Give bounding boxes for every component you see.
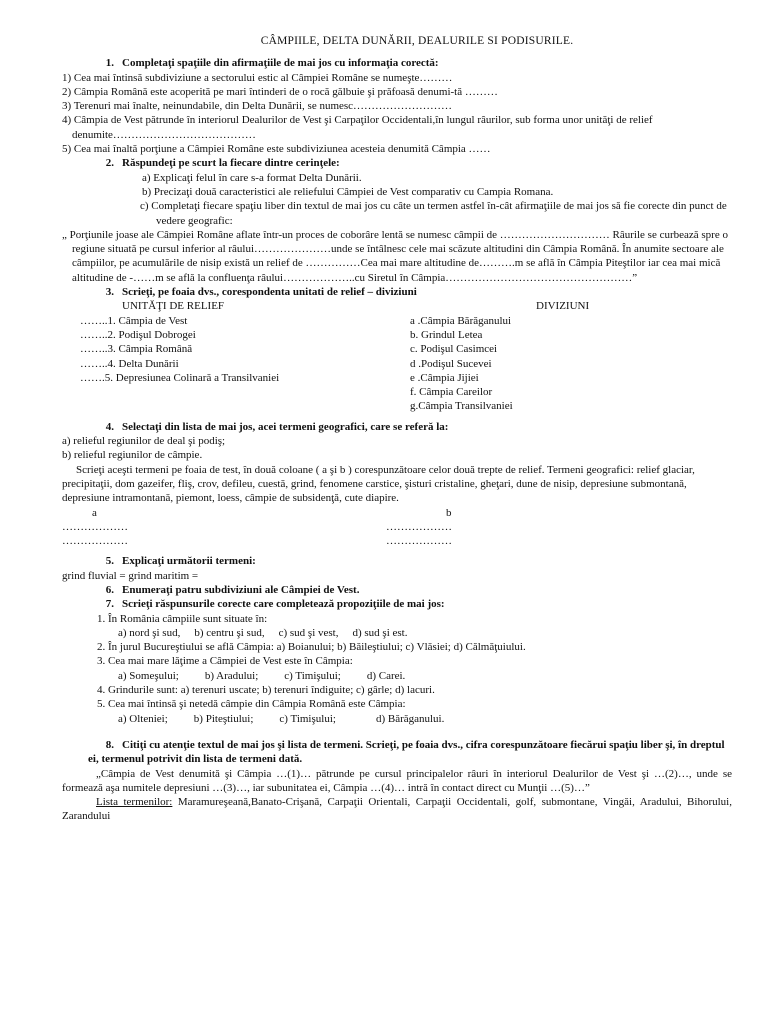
list-item: 4) Câmpia de Vest pătrunde în interiorul Dealurilor de Vest şi Carpaţilor Occidentali,în lungul râurilor, sub forma unor unităţi de relief denumite………………………………… (62, 114, 653, 141)
fill-in-paragraph: „Câmpia de Vest denumită şi Câmpia …(1)… pătrunde pe cursul principalelor râuri în interiorul Dealurilor de Vest şi …(2)…, unde se formează aşa numitele depresiuni …(3)…, iar subunitatea ei, Câmpia …(4)… intră în contact direct cu Munţii …(5)…” (62, 767, 732, 794)
column-b-label: b (446, 506, 452, 519)
matching-table-header (62, 299, 732, 313)
section-heading-text: Citiţi cu atenţie textul de mai jos şi lista de termeni. Scrieţi, pe foaia dvs., cifra corespunzătoare fiecărui spaţiu liber şi, în dreptul ei, termenul potrivit din lista de termeni dată. (88, 738, 725, 766)
section-heading-text: Selectaţi din lista de mai jos, acei termeni geografici, care se referă la: (122, 420, 449, 433)
option: d) Carei. (366, 669, 406, 682)
unit-cell (62, 399, 410, 413)
section-3-heading (62, 285, 732, 299)
section-number: 6. (105, 583, 114, 596)
list-item: 5) Cea mai înaltă porţiune a Câmpiei Române este subdiviziunea acesteia denumită Câmpia …… (62, 143, 491, 156)
option: c) sud şi vest, (278, 626, 339, 639)
answer-row (62, 520, 732, 534)
question: 2. În jurul Bucureştiului se află Câmpia: a) Boianului; b) Băileştiului; c) Vlăsiei; d) Călmăţuiului. (97, 641, 526, 654)
section-heading-text: Scrieţi, pe foaia dvs., corespondenta unitati de relief – diviziuni (122, 286, 417, 299)
division-cell: b. Grindul Letea (410, 328, 483, 341)
list-item: 1) Cea mai întinsă subdiviziune a sectorului estic al Câmpiei Române se numeşte……… (62, 71, 453, 84)
section-number: 2. (105, 157, 114, 170)
section-2-heading (62, 156, 732, 170)
question: 4. Grindurile sunt: a) terenuri uscate; b) terenuri îndiguite; c) gârle; d) lacuri. (97, 684, 435, 697)
table-row (62, 399, 732, 413)
list-item: b) relieful regiunilor de câmpie. (62, 449, 203, 462)
instruction-paragraph: Scrieţi aceşti termeni pe foaia de test, în două coloane ( a şi b ) corespunzătoare celor două trepte de relief. Termeni geografici: relief glaciar, precipitaţii, dom gazeifer, fliş, crov, defileu, cuestă, grind, fenomene carstice, şisturi cristaline, gheţari, dune de nisip, depresiune submontană, depresiune intramontană, piemont, loess, câmpie de subsidenţă, cute diapire. (62, 463, 695, 505)
option: b) Aradului; (204, 669, 259, 682)
option: a) Olteniei; (118, 712, 168, 725)
table-row (62, 328, 732, 342)
page-title: CÂMPIILE, DELTA DUNĂRII, DEALURILE SI PODISURILE. (260, 35, 574, 47)
option: d) sud şi est. (352, 626, 408, 639)
section-heading-text: Răspundeţi pe scurt la fiecare dintre cerinţele: (122, 157, 340, 170)
answer-blank: ……………… (386, 535, 452, 548)
unit-cell: ……..3. Câmpia Română (80, 343, 193, 356)
answer-row (62, 534, 732, 548)
option: a) Someşului; (118, 669, 179, 682)
division-cell: d .Podişul Sucevei (410, 357, 492, 370)
option: d) Bărăganului. (375, 712, 445, 725)
section-7-heading (62, 597, 732, 611)
section-number: 4. (105, 420, 114, 433)
section-8-heading (62, 738, 732, 767)
division-cell: f. Câmpia Careilor (410, 386, 493, 399)
option: a) nord şi sud, (118, 626, 181, 639)
unit-cell (62, 385, 410, 399)
division-cell: c. Podişul Casimcei (410, 343, 498, 356)
answer-blank: ……………… (386, 520, 452, 533)
section-heading-text: Enumeraţi patru subdiviziuni ale Câmpiei de Vest. (122, 583, 360, 596)
table-row (62, 357, 732, 371)
division-cell: e .Câmpia Jijiei (410, 371, 479, 384)
answer-options (62, 712, 732, 726)
section-number: 8. (105, 738, 114, 751)
list-item: 3) Terenuri mai înalte, neinundabile, din Delta Dunării, se numesc……………………… (62, 100, 453, 113)
answer-blank: ……………… (62, 520, 128, 533)
unit-cell: …….5. Depresiunea Colinară a Transilvaniei (80, 371, 280, 384)
section-number: 5. (105, 555, 114, 568)
section-heading-text: Completaţi spaţiile din afirmaţiile de mai jos cu informaţia corectă: (122, 57, 439, 70)
answer-blank: ……………… (62, 535, 128, 548)
list-item: b) Precizaţi două caracteristici ale reliefului Câmpiei de Vest comparativ cu Campia Romana. (142, 185, 554, 198)
list-item: a) Explicaţi felul în care s-a format Delta Dunării. (142, 171, 362, 184)
section-number: 7. (105, 598, 114, 611)
list-item: a) relieful regiunilor de deal şi podiş; (62, 435, 226, 448)
fill-in-paragraph: „ Porţiunile joase ale Câmpiei Române aflate într-un proces de coborâre lentă se numesc câmpii de ………………………… Râurile se curbează spre o regiune situată pe cursul inferior al râului…………………unde se întâlnesc cele mai scăzute altitudini din Câmpia Română. În anumite sectoare ale câmpiilor, pe acumulările de nisip există un relief de ……………Cea mai mare altitudine de……….m se află în Câmpia Piteştilor iar cea mai mică altitudine de -……m se află la confluenţa râului………………..cu Siretul în Câmpia……………………………………………” (62, 228, 728, 284)
option: c) Timişului; (279, 712, 336, 725)
unit-cell: ……..1. Câmpia de Vest (80, 314, 188, 327)
option: b) Piteştiului; (193, 712, 254, 725)
table-row (62, 342, 732, 356)
section-number: 1. (105, 57, 114, 70)
section-5-heading (62, 554, 732, 568)
section-heading-text: Scrieţi răspunsurile corecte care completează propoziţiile de mai jos: (122, 598, 445, 611)
question: 1. În România câmpiile sunt situate în: (97, 612, 268, 625)
section-1-heading (62, 56, 732, 70)
section-4-heading (62, 420, 732, 434)
question: 5. Cea mai întinsă şi netedă câmpie din Câmpia Română este Câmpia: (97, 698, 406, 711)
table-row (62, 371, 732, 385)
terms-list (62, 795, 732, 824)
answer-options (62, 626, 732, 640)
column-header-divisions: DIVIZIUNI (536, 300, 590, 313)
list-item: 2) Câmpia Română este acoperită pe mari întinderi de o rocă gălbuie şi prăfoasă denumi-tă ……… (62, 85, 498, 98)
division-cell: g.Câmpia Transilvaniei (410, 400, 513, 413)
terms-line: grind fluvial = grind maritim = (62, 569, 199, 582)
unit-cell: ……..4. Delta Dunării (80, 357, 179, 370)
section-number: 3. (105, 286, 114, 299)
section-6-heading (62, 583, 732, 597)
terms-list-label: Lista termenilor: (96, 796, 173, 809)
table-row (62, 314, 732, 328)
question: 3. Cea mai mare lăţime a Câmpiei de Vest este în Câmpia: (97, 655, 353, 668)
unit-cell: ……..2. Podişul Dobrogei (80, 328, 196, 341)
section-heading-text: Explicaţi următorii termeni: (122, 555, 256, 568)
column-header-units: UNITĂŢI DE RELIEF (122, 300, 225, 313)
division-cell: a .Câmpia Bărăganului (410, 314, 512, 327)
option: c) Timişului; (284, 669, 341, 682)
option: b) centru şi sud, (194, 626, 265, 639)
answer-columns-header (62, 506, 732, 520)
answer-options (62, 669, 732, 683)
list-item: c) Completaţi fiecare spaţiu liber din textul de mai jos cu câte un termen astfel în-cât afirmaţiile de mai jos să fie corecte din punct de vedere geografic: (140, 200, 727, 227)
column-a-label: a (92, 506, 97, 519)
table-row (62, 385, 732, 399)
terms-list-text: Maramureşeană,Banato-Crişană, Carpaţii Orientali, Carpaţii Occidentali, golf, submontane, Vingăi, Aradului, Bihorului, Zarandului (62, 796, 732, 823)
